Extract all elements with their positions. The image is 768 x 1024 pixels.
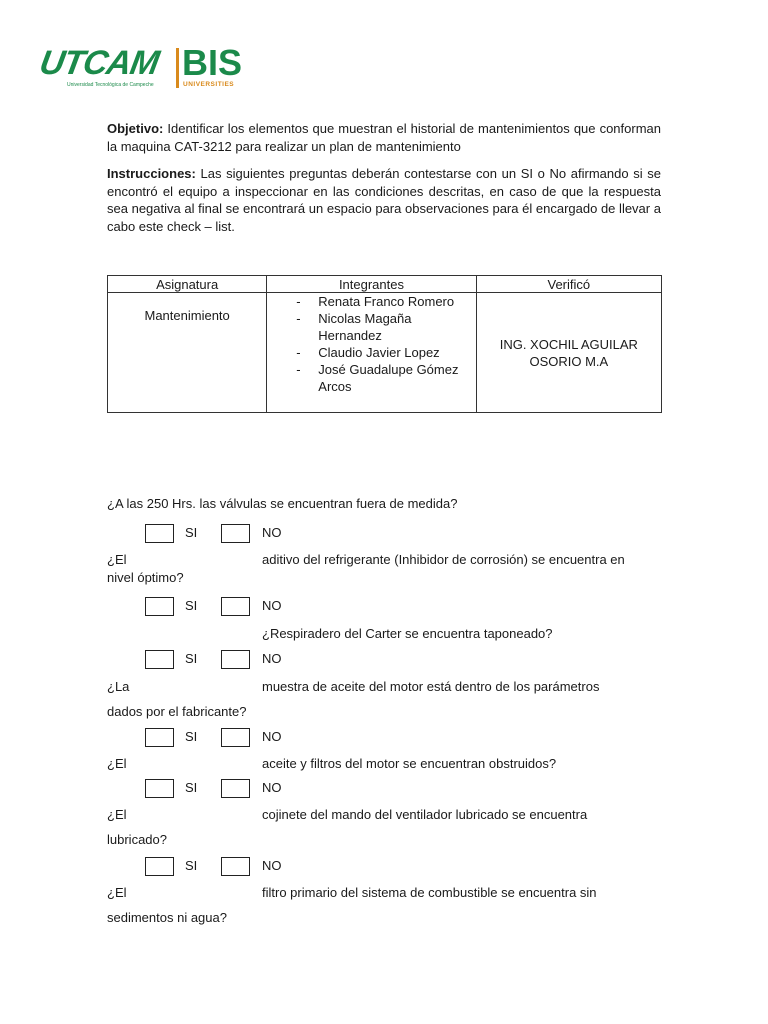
no-checkbox[interactable] — [221, 857, 250, 876]
yes-checkbox[interactable] — [145, 728, 174, 747]
question-text: aditivo del refrigerante (Inhibidor de corrosión) se encuentra en — [262, 552, 625, 567]
members-cell — [267, 293, 476, 413]
question-text: cojinete del mando del ventilador lubricado se encuentra — [262, 807, 588, 822]
subject-cell: Mantenimiento — [108, 293, 267, 413]
question-text: filtro primario del sistema de combustible se encuentra sin — [262, 885, 597, 900]
members-list — [267, 293, 475, 395]
instructions-paragraph — [107, 165, 661, 235]
question-continuation: dados por el fabricante? — [107, 704, 247, 719]
answer-row-4 — [145, 728, 305, 747]
institution-logo — [36, 42, 252, 92]
question-lead: ¿La — [107, 679, 130, 694]
no-checkbox[interactable] — [221, 597, 250, 616]
answer-row-1 — [145, 524, 305, 543]
utcam-logo-text: UTCAM — [36, 44, 162, 82]
instructions-label: Instrucciones: — [107, 166, 196, 181]
verifier-line-2: OSORIO M.A — [529, 353, 609, 369]
header-members: Integrantes — [267, 276, 476, 293]
team-info-table — [107, 275, 662, 413]
yes-label: SI — [185, 525, 198, 540]
no-label: NO — [262, 780, 282, 795]
question-lead: ¿El — [107, 807, 127, 822]
question-text: ¿Respiradero del Carter se encuentra taponeado? — [262, 626, 553, 641]
logo-divider — [176, 48, 179, 88]
yes-checkbox[interactable] — [145, 650, 174, 669]
verifier-cell — [476, 293, 661, 413]
yes-checkbox[interactable] — [145, 857, 174, 876]
question-continuation: sedimentos ni agua? — [107, 910, 227, 925]
question-continuation: lubricado? — [107, 832, 167, 847]
no-label: NO — [262, 598, 282, 613]
no-label: NO — [262, 729, 282, 744]
question-lead: ¿El — [107, 885, 127, 900]
question-text: ¿A las 250 Hrs. las válvulas se encuentran fuera de medida? — [107, 496, 458, 511]
member-item: - José Guadalupe Gómez Arcos — [267, 361, 475, 395]
no-checkbox[interactable] — [221, 728, 250, 747]
objective-label: Objetivo: — [107, 121, 164, 136]
yes-label: SI — [185, 858, 198, 873]
no-checkbox[interactable] — [221, 779, 250, 798]
answer-row-2 — [145, 597, 305, 616]
yes-checkbox[interactable] — [145, 524, 174, 543]
objective-paragraph — [107, 120, 661, 155]
question-text: aceite y filtros del motor se encuentran obstruidos? — [262, 756, 557, 771]
answer-row-5 — [145, 779, 305, 798]
member-item: - Nicolas Magaña Hernandez — [267, 310, 475, 344]
no-label: NO — [262, 858, 282, 873]
no-label: NO — [262, 651, 282, 666]
question-continuation: nivel óptimo? — [107, 570, 184, 585]
answer-row-6 — [145, 857, 305, 876]
header-verifier: Verificó — [476, 276, 661, 293]
instructions-text: Las siguientes preguntas deberán contestarse con un SI o No afirmando si se encontró el equipo a inspeccionar en las condiciones descritas, en caso de que la respuesta sea negativa al final se encontrará un espacio para observaciones para él encargado de llevar a cabo este check – list. — [107, 166, 661, 234]
no-checkbox[interactable] — [221, 650, 250, 669]
verifier-line-1: ING. XOCHIL AGUILAR — [499, 336, 638, 352]
yes-label: SI — [185, 598, 198, 613]
no-checkbox[interactable] — [221, 524, 250, 543]
yes-checkbox[interactable] — [145, 779, 174, 798]
member-item: - Claudio Javier Lopez — [267, 344, 475, 361]
yes-checkbox[interactable] — [145, 597, 174, 616]
bis-logo-subtitle: UNIVERSITIES — [183, 81, 235, 88]
no-label: NO — [262, 525, 282, 540]
question-text: muestra de aceite del motor está dentro de los parámetros — [262, 679, 600, 694]
yes-label: SI — [185, 729, 198, 744]
bis-logo-text: BIS — [182, 42, 243, 83]
answer-row-3 — [145, 650, 305, 669]
yes-label: SI — [185, 651, 198, 666]
member-item: - Renata Franco Romero — [267, 293, 475, 310]
utcam-logo-subtitle: Universidad Tecnológica de Campeche — [67, 82, 154, 88]
question-lead: ¿El — [107, 756, 127, 771]
question-lead: ¿El — [107, 552, 127, 567]
objective-text: Identificar los elementos que muestran el historial de mantenimientos que conforman la maquina CAT-3212 para realizar un plan de mantenimiento — [107, 121, 661, 154]
yes-label: SI — [185, 780, 198, 795]
header-subject: Asignatura — [108, 276, 267, 293]
